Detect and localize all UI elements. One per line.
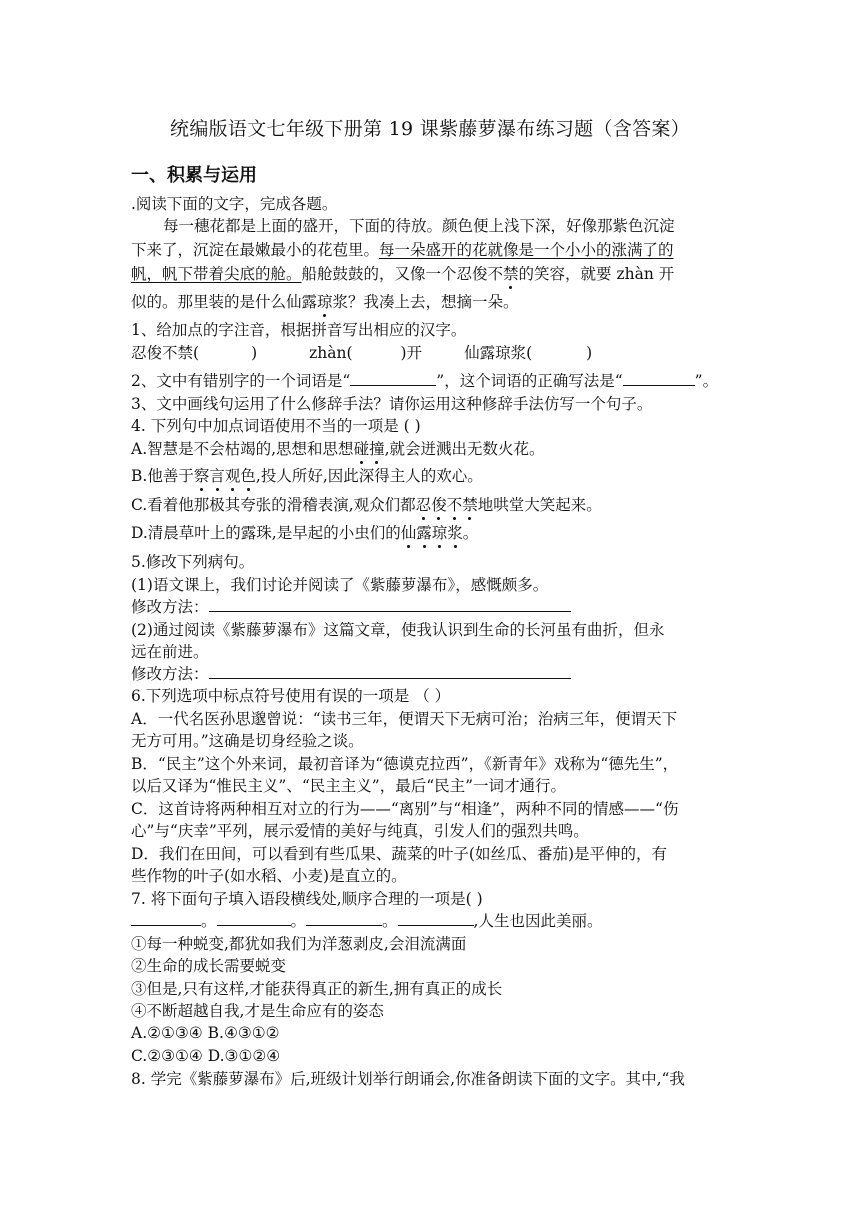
question-7-blanks: 。 。 。 ,人生也因此美丽。 [131, 910, 602, 932]
question-5: 5.修改下列病句。 [131, 553, 255, 571]
dotted-char: 不 [446, 496, 463, 514]
question-6: 6.下列选项中标点符号使用有误的一项是 （ ） [131, 687, 451, 705]
dotted-char: 观 [224, 467, 241, 485]
dotted-char: 色 [240, 467, 256, 485]
answer-blank[interactable] [306, 911, 382, 926]
dotted-char: 禁 [462, 496, 478, 514]
dotted-char: 言 [209, 467, 225, 485]
answer-blank[interactable] [209, 597, 571, 612]
item-3: ③但是,只有这样,才能获得真正的新生,拥有真正的成长 [131, 980, 503, 998]
page-title: 统编版语文七年级下册第 19 课紫藤萝瀑布练习题（含答案） [170, 118, 690, 140]
option-d-line-1: D．我们在田间，可以看到有些瓜果、蔬菜的叶子(如丝瓜、番茄)是平伸的，有 [131, 845, 668, 863]
item-1: ①每一种蜕变,都犹如我们为洋葱剥皮,会泪流满面 [131, 935, 467, 953]
option-d-line-2: 些作物的叶子(如水稻、小麦)是直立的。 [131, 867, 407, 885]
option-b: B.他善于察言观色,投人所好,因此深得主人的欢心。 [131, 467, 483, 485]
dotted-char: 俊 [431, 496, 447, 514]
passage-line-4: 似的。那里装的是什么仙露琼浆？我凑上去，想摘一朵。 [131, 293, 519, 311]
option-d: D.清晨草叶上的露珠,是早起的小虫们的仙露琼浆。 [131, 524, 479, 542]
dotted-char: 禁 [503, 265, 519, 283]
option-a: A.智慧是不会枯竭的,思想和思想碰撞,就会迸溅出无数火花。 [131, 440, 545, 458]
choices-ab: A.②①③④ B.④③①② [131, 1024, 280, 1042]
answer-blank[interactable] [217, 911, 291, 926]
question-1: 1、给加点的字注音，根据拼音写出相应的汉字。 [131, 321, 467, 339]
underlined-sentence: 每一朵盛开的花就像是一个小小的涨满了的 [379, 241, 674, 259]
question-8: 8. 学完《紫藤萝瀑布》后,班级计划举行朗诵会,你准备朗读下面的文字。其中,“我 [131, 1070, 685, 1088]
answer-blank[interactable] [131, 911, 201, 926]
underlined-sentence-end: 帆，帆下带着尖底的舱。 [131, 265, 302, 283]
question-1-blanks: 忍俊不禁( ) zhàn( )开 仙露琼浆( ) [131, 344, 593, 362]
answer-blank[interactable] [350, 371, 436, 386]
dotted-char: 琼 [317, 293, 333, 311]
option-b-line-2: 以后又译为“惟民主义”、“民主主义”，最后“民主”一词才通行。 [131, 777, 567, 795]
option-c-line-2: 心”与“庆幸”平列，展示爱情的美好与纯真，引发人们的强烈共鸣。 [131, 822, 589, 840]
option-b-line-1: B．“民主”这个外来词，最初音译为“德谟克拉西”，《新青年》戏称为“德先生”， [131, 755, 679, 773]
dotted-char: 撞 [369, 440, 385, 458]
dotted-char: 琼 [431, 524, 448, 542]
section-heading: 一、积累与运用 [131, 165, 257, 186]
question-7: 7. 将下面句子填入语段横线处,顺序合理的一项是( ) [131, 890, 483, 908]
reading-intro: .阅读下面的文字，完成各题。 [131, 195, 338, 213]
dotted-char: 碰 [353, 440, 370, 458]
passage-line-2: 下来了，沉淀在最嫩最小的花苞里。每一朵盛开的花就像是一个小小的涨满了的 [131, 241, 674, 259]
option-c-line-1: C．这首诗将两种相互对立的行为——“离别”与“相逢”，两种不同的情感——“伤 [131, 800, 679, 818]
fix-line-2: 修改方法： [131, 663, 571, 685]
sentence-2a: (2)通过阅读《紫藤萝瀑布》这篇文章，使我认识到生命的长河虽有曲折，但永 [131, 621, 665, 639]
option-c: C.看着他那极其夸张的滑稽表演,观众们都忍俊不禁地哄堂大笑起来。 [131, 496, 602, 514]
item-2: ②生命的成长需要蜕变 [131, 957, 287, 975]
passage-line-3: 帆，帆下带着尖底的舱。船舱鼓鼓的，又像一个忍俊不禁的笑容，就要 zhàn 开 [131, 265, 675, 283]
answer-blank[interactable] [623, 371, 695, 386]
fix-line-1: 修改方法： [131, 596, 571, 618]
dotted-char: 浆 [447, 524, 463, 542]
answer-blank[interactable] [209, 664, 571, 679]
choices-cd: C.②③①④ D.③①②④ [131, 1047, 281, 1065]
question-4: 4. 下列句中加点词语使用不当的一项是 ( ) [131, 417, 421, 435]
dotted-char: 察 [193, 467, 210, 485]
passage-line-1: 每一穗花都是上面的盛开，下面的待放。颜色便上浅下深，好像那紫色沉淀 [163, 217, 675, 235]
dotted-char: 露 [416, 524, 432, 542]
option-a-line-2: 无方可用。”这确是切身经验之谈。 [131, 732, 364, 750]
dotted-char: 仙 [400, 524, 417, 542]
sentence-2b: 远在前进。 [131, 643, 209, 661]
option-a-line-1: A．一代名医孙思邈曾说：“读书三年，便谓天下无病可治；治病三年，便谓天下 [131, 710, 678, 728]
item-4: ④不断超越自我,才是生命应有的姿态 [131, 1002, 384, 1020]
dotted-char: 忍 [415, 496, 432, 514]
sentence-1: (1)语文课上，我们讨论并阅读了《紫藤萝瀑布》，感慨颇多。 [131, 576, 549, 594]
question-2: 2、文中有错别字的一个词语是“ ”，这个词语的正确写法是“ ”。 [131, 372, 719, 390]
question-3: 3、文中画线句运用了什么修辞手法？请你运用这种修辞手法仿写一个句子。 [131, 395, 653, 413]
answer-blank[interactable] [398, 911, 474, 926]
